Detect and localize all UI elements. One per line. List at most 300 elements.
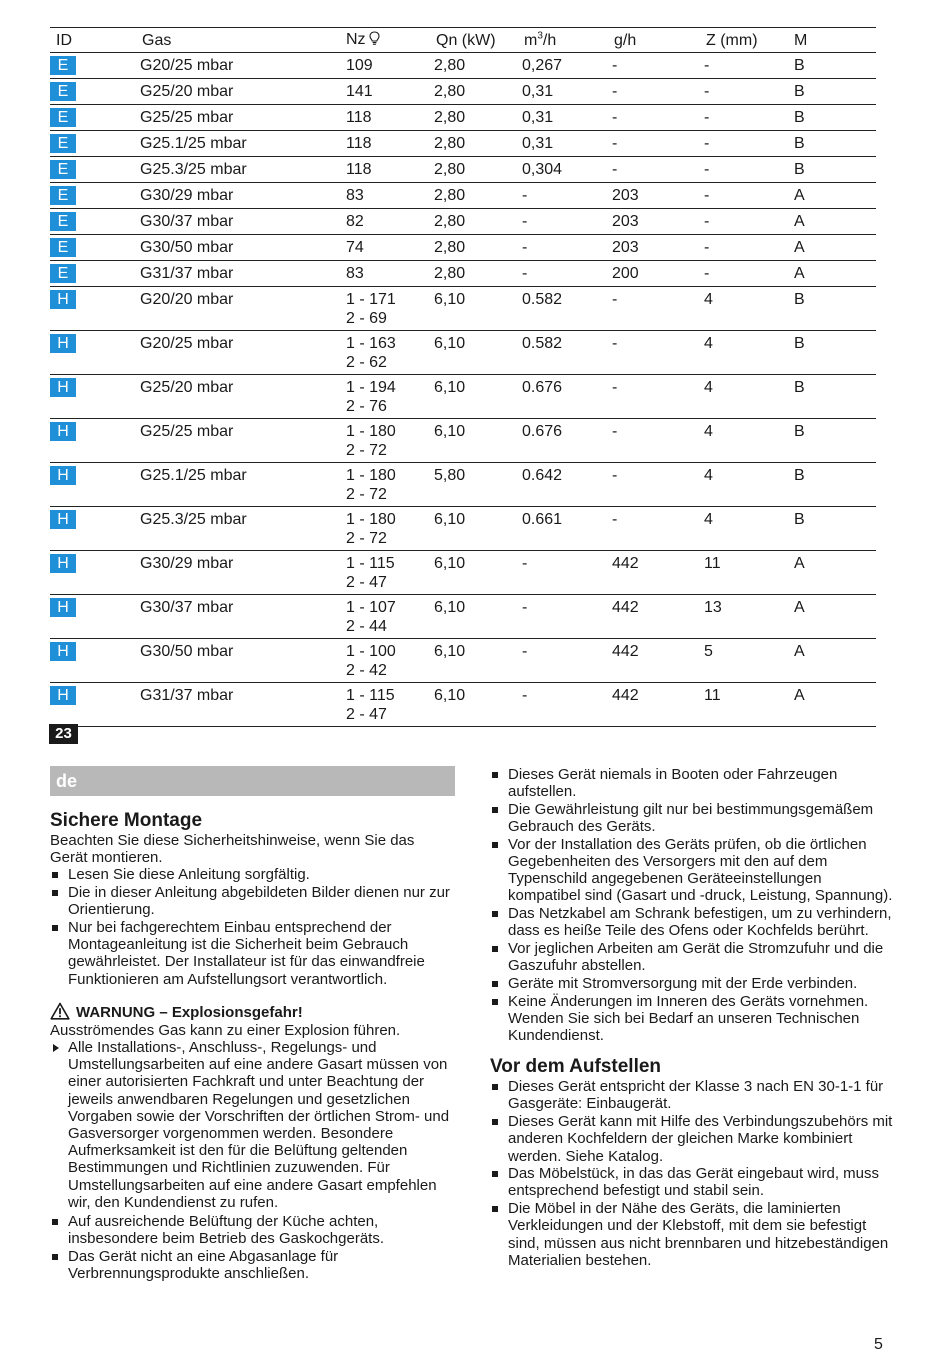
- list-item-text: Die Gewährleistung gilt nur bei bestimmungsgemäßem Gebrauch des Geräts.: [508, 800, 874, 836]
- list-item: [490, 1113, 895, 1165]
- cell-qn: 2,80: [434, 157, 522, 183]
- bullet-square-icon: [492, 911, 498, 917]
- cell-nz: [346, 375, 434, 419]
- cell-m: B: [790, 53, 876, 79]
- bullet-square-icon: [492, 1206, 498, 1212]
- list-item-text: Dieses Gerät entspricht der Klasse 3 nach EN 30-1-1 für Gasgeräte: Einbaugerät.: [508, 1078, 884, 1113]
- cell-nz: [346, 683, 434, 727]
- nz-value-2: 2 - 72: [346, 530, 387, 547]
- table-row: [50, 551, 876, 595]
- nz-value-2: 2 - 62: [346, 354, 387, 371]
- cell-gh: -: [610, 419, 702, 463]
- table-row: [50, 79, 876, 105]
- cell-m: A: [790, 235, 876, 261]
- cell-gh: 442: [610, 595, 702, 639]
- list-item-text: Lesen Sie diese Anleitung sorgfältig.: [68, 866, 310, 884]
- list-item: [490, 905, 895, 939]
- cell-qn: 6,10: [434, 595, 522, 639]
- cell-gh: -: [610, 157, 702, 183]
- list-item-text: Dieses Gerät niemals in Booten oder Fahrzeugen aufstellen.: [508, 766, 838, 801]
- cell-z: -: [702, 183, 790, 209]
- right-text-column: [490, 766, 895, 1269]
- nz-value-1: 1 - 115: [346, 687, 395, 704]
- bullet-square-icon: [492, 842, 498, 848]
- bullet-square-icon: [52, 890, 58, 896]
- id-badge: E: [50, 212, 76, 231]
- id-badge: E: [50, 134, 76, 153]
- cell-m: A: [790, 595, 876, 639]
- nz-value-1: 141: [346, 83, 373, 100]
- list-item-text: Das Möbelstück, in das das Gerät eingebaut wird, muss entsprechend befestigt und stabil sein.: [508, 1165, 880, 1200]
- nz-value-1: 1 - 163: [346, 335, 396, 352]
- language-tag-bar: de: [50, 766, 455, 796]
- cell-m3h: 0.676: [522, 419, 610, 463]
- id-badge: E: [50, 238, 76, 257]
- cell-gh: -: [610, 463, 702, 507]
- list-item: [490, 801, 895, 835]
- header-nz: [346, 28, 434, 53]
- cell-id: [50, 79, 140, 105]
- cell-z: 4: [702, 507, 790, 551]
- cell-nz: [346, 157, 434, 183]
- cell-m: A: [790, 261, 876, 287]
- list-item-text: Das Netzkabel am Schrank befestigen, um zu verhindern, dass es heiße Teile des Ofens oder Kochfelds berührt.: [508, 905, 892, 940]
- cell-m3h: -: [522, 183, 610, 209]
- cell-id: [50, 595, 140, 639]
- cell-id: [50, 419, 140, 463]
- cell-id: [50, 53, 140, 79]
- cell-id: [50, 639, 140, 683]
- cell-m: B: [790, 375, 876, 419]
- cell-gh: -: [610, 375, 702, 419]
- cell-gh: 203: [610, 209, 702, 235]
- warning-title: WARNUNG – Explosionsgefahr!: [76, 1003, 303, 1021]
- cell-qn: 2,80: [434, 183, 522, 209]
- header-id: ID: [50, 28, 140, 53]
- nz-value-1: 1 - 171: [346, 291, 396, 308]
- nz-value-2: 2 - 72: [346, 442, 387, 459]
- list-item: [50, 919, 455, 988]
- nz-value-2: 2 - 72: [346, 486, 387, 503]
- list-item: [490, 1165, 895, 1199]
- cell-z: 5: [702, 639, 790, 683]
- bullet-square-icon: [492, 1084, 498, 1090]
- nz-value-1: 82: [346, 213, 364, 230]
- nz-value-2: 2 - 47: [346, 574, 387, 591]
- warning-step-list: [50, 1039, 455, 1211]
- cell-z: -: [702, 53, 790, 79]
- cell-m3h: 0.582: [522, 287, 610, 331]
- cell-gh: -: [610, 507, 702, 551]
- header-gh: g/h: [610, 28, 702, 53]
- cell-z: -: [702, 209, 790, 235]
- list-item: [50, 884, 455, 918]
- cell-gas: G25.1/25 mbar: [140, 463, 346, 507]
- warning-triangle-icon: [50, 1002, 70, 1020]
- bullet-square-icon: [492, 1171, 498, 1177]
- cell-gh: 442: [610, 639, 702, 683]
- cell-id: [50, 551, 140, 595]
- bullet-square-icon: [492, 946, 498, 952]
- section-title-safe-installation: Sichere Montage: [50, 810, 203, 831]
- cell-id: [50, 331, 140, 375]
- table-row: [50, 157, 876, 183]
- list-item-text: Die Möbel in der Nähe des Geräts, die laminierten Verkleidungen und der Klebstoff, mit dem sie befestigt sind, müssen aus nicht brennbaren und hitzebeständigen Materialien bestehen.: [508, 1200, 889, 1269]
- cell-z: -: [702, 157, 790, 183]
- cell-gas: G25/25 mbar: [140, 105, 346, 131]
- section-title-before-installation: Vor dem Aufstellen: [490, 1056, 662, 1078]
- cell-id: [50, 463, 140, 507]
- cell-z: -: [702, 105, 790, 131]
- cell-nz: [346, 79, 434, 105]
- list-item-text: Nur bei fachgerechtem Einbau entsprechend der Montageanleitung ist die Sicherheit beim Gebrauch gewährleistet. Der Installateur ist für das einwandfreie Funktionieren am Aufstellungsort verantwortlich.: [68, 919, 425, 988]
- bullet-square-icon: [492, 1119, 498, 1125]
- gas-data-table: [50, 27, 876, 727]
- bullet-square-icon: [52, 1219, 58, 1225]
- table-row: [50, 235, 876, 261]
- id-badge: H: [50, 422, 76, 441]
- cell-m3h: -: [522, 209, 610, 235]
- cell-qn: 2,80: [434, 131, 522, 157]
- table-row: [50, 209, 876, 235]
- cell-m3h: 0.676: [522, 375, 610, 419]
- nz-value-1: 1 - 180: [346, 511, 396, 528]
- figure-page-marker: 23: [49, 724, 78, 744]
- id-badge: E: [50, 108, 76, 127]
- cell-m3h: 0,31: [522, 79, 610, 105]
- nz-value-1: 83: [346, 187, 364, 204]
- nz-value-1: 83: [346, 265, 364, 282]
- cell-id: [50, 261, 140, 287]
- cell-gh: 442: [610, 683, 702, 727]
- cell-m: A: [790, 551, 876, 595]
- nz-value-1: 1 - 115: [346, 555, 395, 572]
- nz-value-1: 1 - 180: [346, 467, 396, 484]
- cell-gh: 203: [610, 183, 702, 209]
- list-item: [490, 975, 895, 992]
- list-item: [490, 836, 895, 905]
- cell-gas: G25/25 mbar: [140, 419, 346, 463]
- cell-id: [50, 157, 140, 183]
- warning-step: [50, 1039, 455, 1211]
- safety-bullet-list: [50, 866, 455, 987]
- nz-value-1: 1 - 180: [346, 423, 396, 440]
- cell-nz: [346, 131, 434, 157]
- nz-value-1: 118: [346, 161, 372, 178]
- cell-gas: G31/37 mbar: [140, 683, 346, 727]
- list-item-text: Keine Änderungen im Inneren des Geräts vornehmen. Wenden Sie sich bei Bedarf an unseren Technischen Kundendienst.: [508, 992, 869, 1045]
- id-badge: H: [50, 466, 76, 485]
- list-item-text: Alle Installations-, Anschluss-, Regelungs- und Umstellungsarbeiten auf eine andere Gasart müssen von einer autorisierten Fachkraft und unter Beachtung der jeweils anwendbaren Regelungen und gesetzlichen Vorgaben sowie der Vorschriften der örtlichen Strom- und Gasversorger vorgenommen werden. Besondere Aufmerksamkeit ist den für die Belüftung geltenden Bestimmungen und Richtlinien zuzuwenden. Für Umstellungsarbeiten auf eine andere Gasart empfehlen wir, den Kundendienst zu rufen.: [68, 1039, 450, 1211]
- cell-z: 13: [702, 595, 790, 639]
- intro-paragraph: Beachten Sie diese Sicherheitshinweise, wenn Sie das Gerät montieren.: [50, 832, 415, 867]
- cell-m: A: [790, 639, 876, 683]
- bullet-square-icon: [492, 999, 498, 1005]
- table-row: [50, 463, 876, 507]
- cell-gas: G20/20 mbar: [140, 287, 346, 331]
- cell-id: [50, 507, 140, 551]
- id-badge: E: [50, 160, 76, 179]
- cell-id: [50, 235, 140, 261]
- table-row: [50, 131, 876, 157]
- list-item-text: Die in dieser Anleitung abgebildeten Bilder dienen nur zur Orientierung.: [68, 884, 450, 919]
- table-row: [50, 683, 876, 727]
- cell-id: [50, 683, 140, 727]
- cell-gas: G25/20 mbar: [140, 375, 346, 419]
- nz-value-2: 2 - 47: [346, 706, 387, 723]
- table-row: [50, 419, 876, 463]
- cell-id: [50, 183, 140, 209]
- header-gas: Gas: [140, 28, 346, 53]
- cell-m: A: [790, 683, 876, 727]
- cell-z: 4: [702, 287, 790, 331]
- cell-nz: [346, 235, 434, 261]
- table-row: [50, 331, 876, 375]
- cell-id: [50, 287, 140, 331]
- id-badge: H: [50, 378, 76, 397]
- cell-qn: 6,10: [434, 507, 522, 551]
- table-row: [50, 53, 876, 79]
- table-row: [50, 105, 876, 131]
- cell-z: 11: [702, 551, 790, 595]
- cell-gas: G25.3/25 mbar: [140, 507, 346, 551]
- cell-gh: -: [610, 331, 702, 375]
- page-number: 5: [874, 1336, 883, 1353]
- id-badge: H: [50, 510, 76, 529]
- installation-bullet-list: [490, 1078, 895, 1269]
- cell-gh: -: [610, 131, 702, 157]
- id-badge: H: [50, 290, 76, 309]
- cell-qn: 2,80: [434, 53, 522, 79]
- cell-gas: G30/37 mbar: [140, 595, 346, 639]
- cell-m3h: -: [522, 683, 610, 727]
- table-body: [50, 53, 876, 727]
- bullet-square-icon: [492, 772, 498, 778]
- nz-value-1: 109: [346, 57, 373, 74]
- cell-gas: G25/20 mbar: [140, 79, 346, 105]
- warning-heading: [50, 1002, 455, 1022]
- cell-nz: [346, 507, 434, 551]
- list-item: [490, 1200, 895, 1269]
- cell-qn: 2,80: [434, 209, 522, 235]
- cell-m: A: [790, 209, 876, 235]
- bullet-square-icon: [52, 1254, 58, 1260]
- list-item-text: Geräte mit Stromversorgung mit der Erde verbinden.: [508, 974, 858, 992]
- cell-m3h: -: [522, 261, 610, 287]
- nz-value-1: 74: [346, 239, 364, 256]
- cell-nz: [346, 463, 434, 507]
- cell-gas: G31/37 mbar: [140, 261, 346, 287]
- cell-z: 11: [702, 683, 790, 727]
- cell-m: A: [790, 183, 876, 209]
- cell-qn: 6,10: [434, 551, 522, 595]
- cell-nz: [346, 287, 434, 331]
- cell-m3h: -: [522, 639, 610, 683]
- cell-m: B: [790, 331, 876, 375]
- cell-m3h: -: [522, 235, 610, 261]
- cell-m: B: [790, 79, 876, 105]
- cell-qn: 2,80: [434, 105, 522, 131]
- cell-qn: 6,10: [434, 419, 522, 463]
- id-badge: H: [50, 334, 76, 353]
- cell-qn: 6,10: [434, 287, 522, 331]
- cell-m: B: [790, 287, 876, 331]
- id-badge: H: [50, 554, 76, 573]
- id-badge: H: [50, 642, 76, 661]
- table-row: [50, 287, 876, 331]
- cell-qn: 2,80: [434, 79, 522, 105]
- general-bullet-list: [490, 766, 895, 1044]
- cell-m3h: 0,31: [522, 131, 610, 157]
- cell-z: 4: [702, 375, 790, 419]
- cell-qn: 5,80: [434, 463, 522, 507]
- list-item-text: Auf ausreichende Belüftung der Küche achten, insbesondere beim Betrieb des Gaskochgeräts.: [68, 1213, 385, 1248]
- table-row: [50, 375, 876, 419]
- cell-nz: [346, 183, 434, 209]
- cell-id: [50, 209, 140, 235]
- id-badge: H: [50, 686, 76, 705]
- cell-nz: [346, 639, 434, 683]
- bullet-square-icon: [492, 807, 498, 813]
- nz-value-2: 2 - 69: [346, 310, 387, 327]
- cell-z: 4: [702, 463, 790, 507]
- nz-value-1: 1 - 100: [346, 643, 396, 660]
- cell-z: -: [702, 235, 790, 261]
- cell-qn: 6,10: [434, 683, 522, 727]
- header-qn: Qn (kW): [434, 28, 522, 53]
- list-item: [50, 866, 455, 883]
- header-m3h: $m^3/h$: [522, 28, 610, 53]
- nz-value-1: 1 - 194: [346, 379, 396, 396]
- warning-text: Ausströmendes Gas kann zu einer Explosion führen.: [50, 1021, 401, 1039]
- table-row: [50, 595, 876, 639]
- header-m: M: [790, 28, 876, 53]
- cell-z: 4: [702, 331, 790, 375]
- cell-gh: 442: [610, 551, 702, 595]
- list-item-text: Vor der Installation des Geräts prüfen, ob die örtlichen Gegebenheiten des Versorgers mit den auf dem Typenschild angegebenen Geräteeinstellungen kompatibel sind (Gasart und -druck, Leistung, Spannung).: [508, 835, 893, 905]
- bullet-square-icon: [52, 925, 58, 931]
- list-item: [50, 1248, 455, 1282]
- cell-qn: 2,80: [434, 261, 522, 287]
- cell-m: B: [790, 131, 876, 157]
- cell-m3h: 0.642: [522, 463, 610, 507]
- cell-gas: G30/50 mbar: [140, 235, 346, 261]
- cell-nz: [346, 105, 434, 131]
- cell-m: B: [790, 105, 876, 131]
- cell-m3h: 0,31: [522, 105, 610, 131]
- list-item-text: Das Gerät nicht an eine Abgasanlage für Verbrennungsprodukte anschließen.: [68, 1247, 339, 1283]
- cell-z: -: [702, 261, 790, 287]
- id-badge: E: [50, 56, 76, 75]
- nz-value-1: 118: [346, 109, 372, 126]
- cell-gas: G25.3/25 mbar: [140, 157, 346, 183]
- bullet-square-icon: [492, 981, 498, 987]
- cell-nz: [346, 53, 434, 79]
- header-z: Z (mm): [702, 28, 790, 53]
- cell-nz: [346, 595, 434, 639]
- cell-m3h: -: [522, 551, 610, 595]
- cell-m: B: [790, 463, 876, 507]
- cell-nz: [346, 209, 434, 235]
- arrow-right-icon: [53, 1044, 59, 1052]
- cell-gh: 200: [610, 261, 702, 287]
- nz-value-2: 2 - 76: [346, 398, 387, 415]
- cell-id: [50, 131, 140, 157]
- cell-gh: 203: [610, 235, 702, 261]
- cell-nz: [346, 261, 434, 287]
- cell-nz: [346, 551, 434, 595]
- list-item: [490, 993, 895, 1045]
- cell-m: B: [790, 157, 876, 183]
- cell-gh: -: [610, 105, 702, 131]
- cell-z: -: [702, 79, 790, 105]
- cell-nz: [346, 419, 434, 463]
- bullet-square-icon: [52, 872, 58, 878]
- nz-value-2: 2 - 42: [346, 662, 387, 679]
- list-item: [490, 1078, 895, 1112]
- list-item: [490, 940, 895, 974]
- nz-value-1: 1 - 107: [346, 599, 396, 616]
- cell-gh: -: [610, 53, 702, 79]
- cell-m3h: 0.582: [522, 331, 610, 375]
- cell-m3h: 0,304: [522, 157, 610, 183]
- cell-m3h: -: [522, 595, 610, 639]
- cell-gas: G25.1/25 mbar: [140, 131, 346, 157]
- table-row: [50, 183, 876, 209]
- left-text-column: [50, 766, 455, 1283]
- cell-z: -: [702, 131, 790, 157]
- cell-m: B: [790, 419, 876, 463]
- table-row: [50, 261, 876, 287]
- cell-nz: [346, 331, 434, 375]
- list-item-text: Vor jeglichen Arbeiten am Gerät die Stromzufuhr und die Gaszufuhr abstellen.: [508, 940, 884, 975]
- ventilation-bullet-list: [50, 1213, 455, 1282]
- list-item: [490, 766, 895, 800]
- id-badge: E: [50, 264, 76, 283]
- cell-gas: G30/29 mbar: [140, 183, 346, 209]
- table-header: [50, 28, 876, 53]
- list-item: [50, 1213, 455, 1247]
- cell-qn: 2,80: [434, 235, 522, 261]
- cell-gh: -: [610, 79, 702, 105]
- nz-value-1: 118: [346, 135, 372, 152]
- cell-id: [50, 375, 140, 419]
- nozzle-icon: [369, 31, 380, 51]
- cell-id: [50, 105, 140, 131]
- table-row: [50, 639, 876, 683]
- id-badge: H: [50, 598, 76, 617]
- nz-value-2: 2 - 44: [346, 618, 387, 635]
- cell-m3h: 0.661: [522, 507, 610, 551]
- cell-gas: G30/29 mbar: [140, 551, 346, 595]
- cell-gas: G20/25 mbar: [140, 331, 346, 375]
- table-row: [50, 507, 876, 551]
- cell-z: 4: [702, 419, 790, 463]
- list-item-text: Dieses Gerät kann mit Hilfe des Verbindungszubehörs mit anderen Kochfeldern der gleichen Marke kombiniert werden. Siehe Katalog.: [508, 1113, 893, 1165]
- cell-qn: 6,10: [434, 331, 522, 375]
- cell-qn: 6,10: [434, 639, 522, 683]
- cell-gas: G30/50 mbar: [140, 639, 346, 683]
- id-badge: E: [50, 82, 76, 101]
- cell-qn: 6,10: [434, 375, 522, 419]
- cell-m: B: [790, 507, 876, 551]
- cell-gas: G20/25 mbar: [140, 53, 346, 79]
- header-nz-label: Nz: [346, 31, 366, 48]
- cell-m3h: 0,267: [522, 53, 610, 79]
- cell-gh: -: [610, 287, 702, 331]
- id-badge: E: [50, 186, 76, 205]
- cell-gas: G30/37 mbar: [140, 209, 346, 235]
